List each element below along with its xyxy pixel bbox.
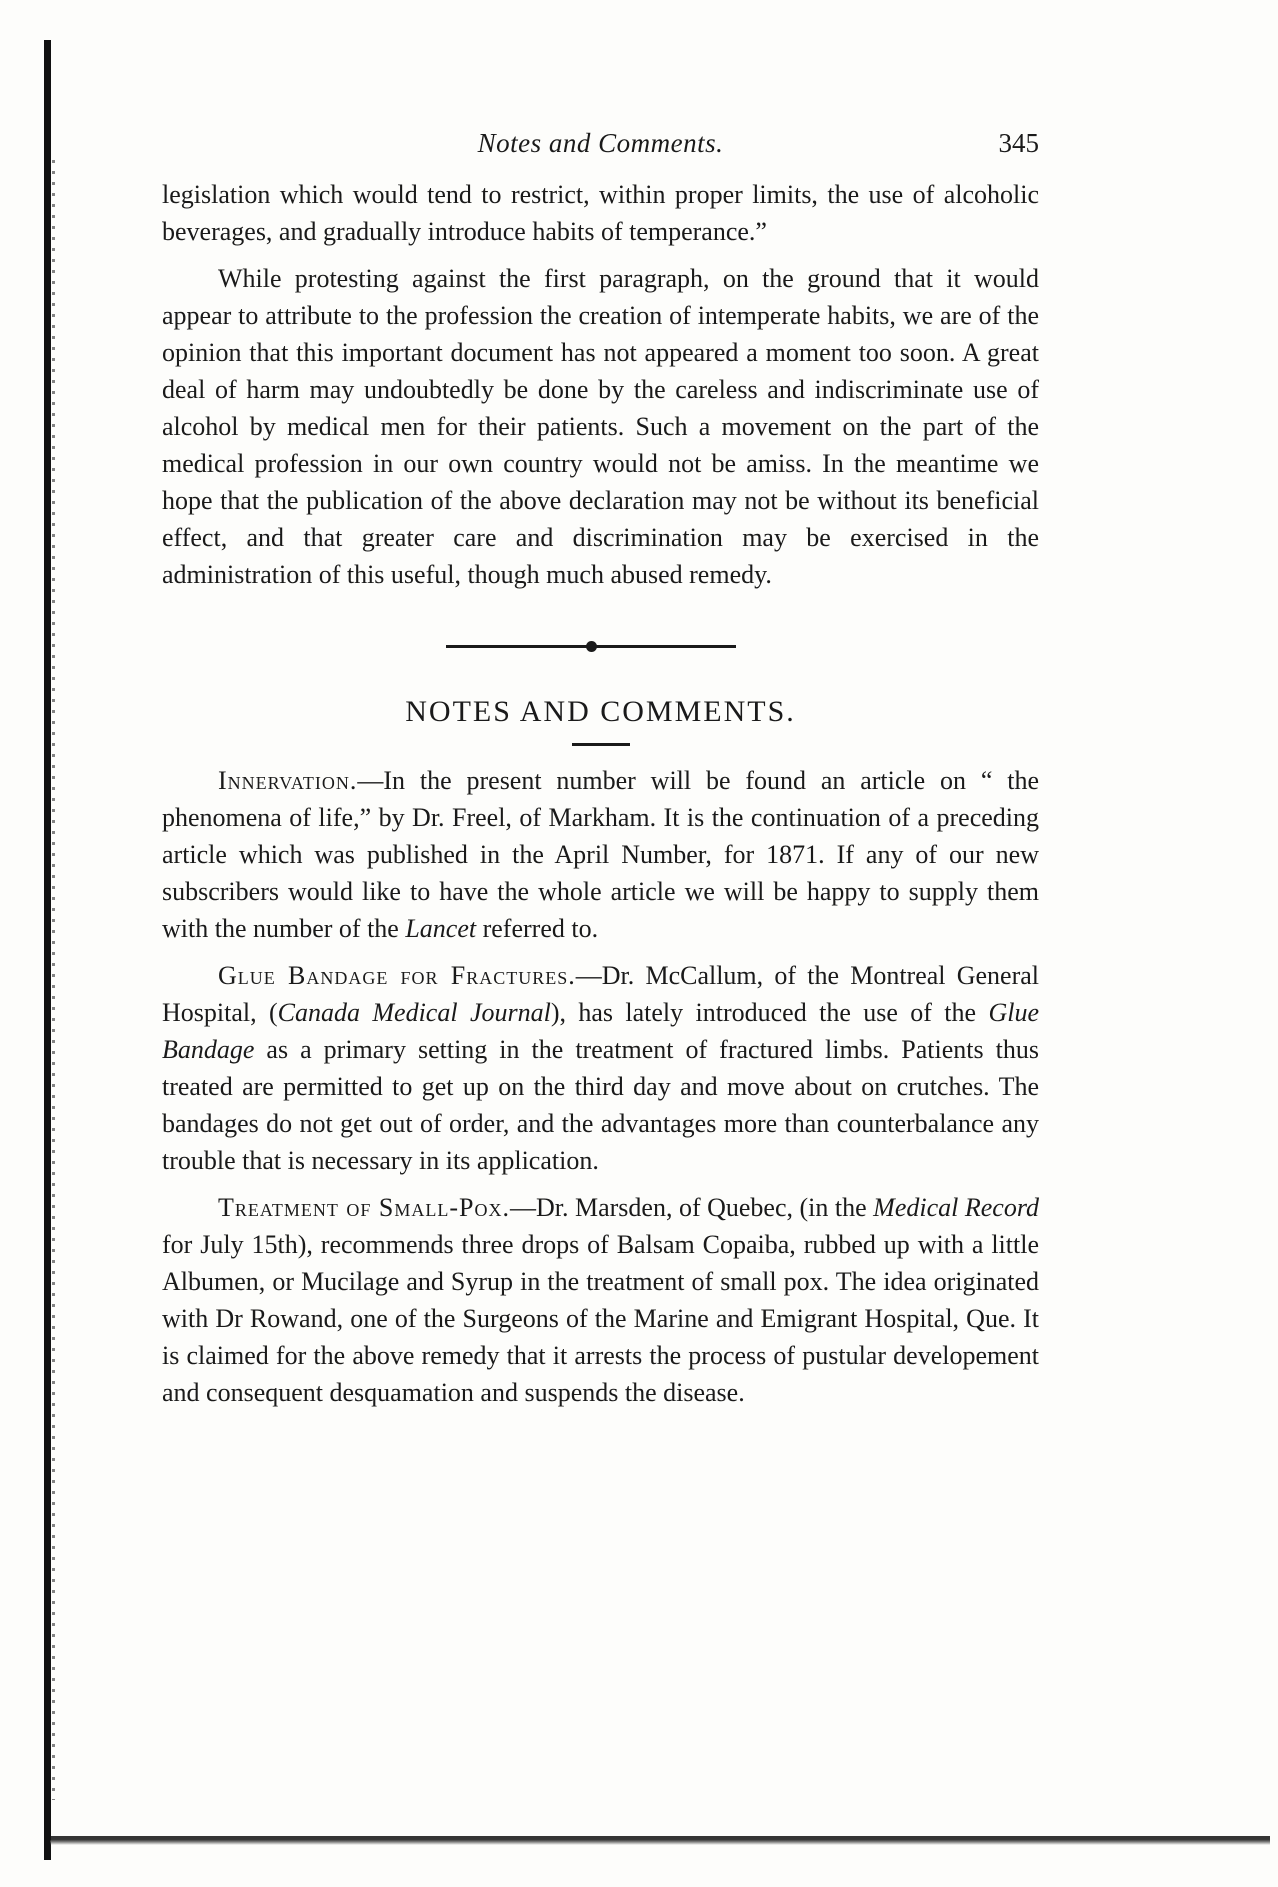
emphasis: Glue Bandage [162,998,1039,1064]
item-innervation [162,762,1039,947]
journal-title: Medical Record [873,1193,1039,1222]
item-title: Treatment of Small-Pox. [218,1193,510,1222]
book-binding-edge [44,40,51,1860]
page-content [162,128,1039,1411]
paragraph-alcohol-declaration: While protesting against the first paragraph, on the ground that it would appear to attribute to the profession the creation of intemperate habits, we are of the opinion that this important document has not appeared a moment too soon. A great deal of harm may undoubtedly be done by the careless and indiscriminate use of alcohol by medical men for their patients. Such a movement on the part of the medical profession in our own country would not be amiss. In the meantime we hope that the publication of the above declaration may not be without its beneficial effect, and that greater care and discrimination may be exercised in the administration of this useful, though much abused remedy. [162,264,1039,589]
item-text: ), has lately introduced the use of the [550,998,989,1027]
item-text: referred to. [476,914,599,943]
item-text: —Dr. Marsden, of Quebec, (in the [509,1193,874,1222]
item-text: —In the present number will be found an article on “ the phenomena of life,” by Dr. Freel, of Markham. It is the continuation of a preceding article which was published in the April Number, for 1871. If any of our new subscribers would like to have the whole article we will be happy to supply them with the number of the [162,766,1039,943]
item-text: for July 15th), recommends three drops of Balsam Copaiba, rubbed up with a little Albumen, or Mucilage and Syrup in the treatment of small pox. The idea originated with Dr Rowand, one of the Surgeons of the Marine and Emigrant Hospital, Que. It is claimed for the above remedy that it arrests the process of pustular developement and consequent desquamation and suspends the disease. [162,1230,1039,1407]
section-heading: NOTES AND COMMENTS. [405,695,796,728]
item-glue-bandage [162,957,1039,1179]
item-text: as a primary setting in the treatment of fractured limbs. Patients thus treated are permitted to get up on the third day and move about on crutches. The bandages do not get out of order, and the advantages more than counterbalance any trouble that is necessary in its application. [162,1035,1039,1175]
continued-paragraph: legislation which would tend to restrict, within proper limits, the use of alcoholic beverages, and gradually introduce habits of temperance.” [162,180,1039,246]
section-divider [162,617,1039,687]
item-title: Glue Bandage for Fractures. [218,961,576,990]
item-text: —Dr. McCallum, of the Montreal General Hospital, ( [162,961,1040,1027]
journal-title: Lancet [405,914,477,943]
page-number: 345 [998,128,1039,158]
running-head [162,128,1039,168]
running-title: Notes and Comments. [477,128,724,158]
divider-ornament [586,641,597,652]
page-bottom-edge [50,1836,1270,1845]
item-title: Innervation. [218,766,358,795]
journal-title: Canada Medical Journal [277,998,551,1027]
item-small-pox [162,1189,1039,1411]
heading-rule [572,743,630,746]
